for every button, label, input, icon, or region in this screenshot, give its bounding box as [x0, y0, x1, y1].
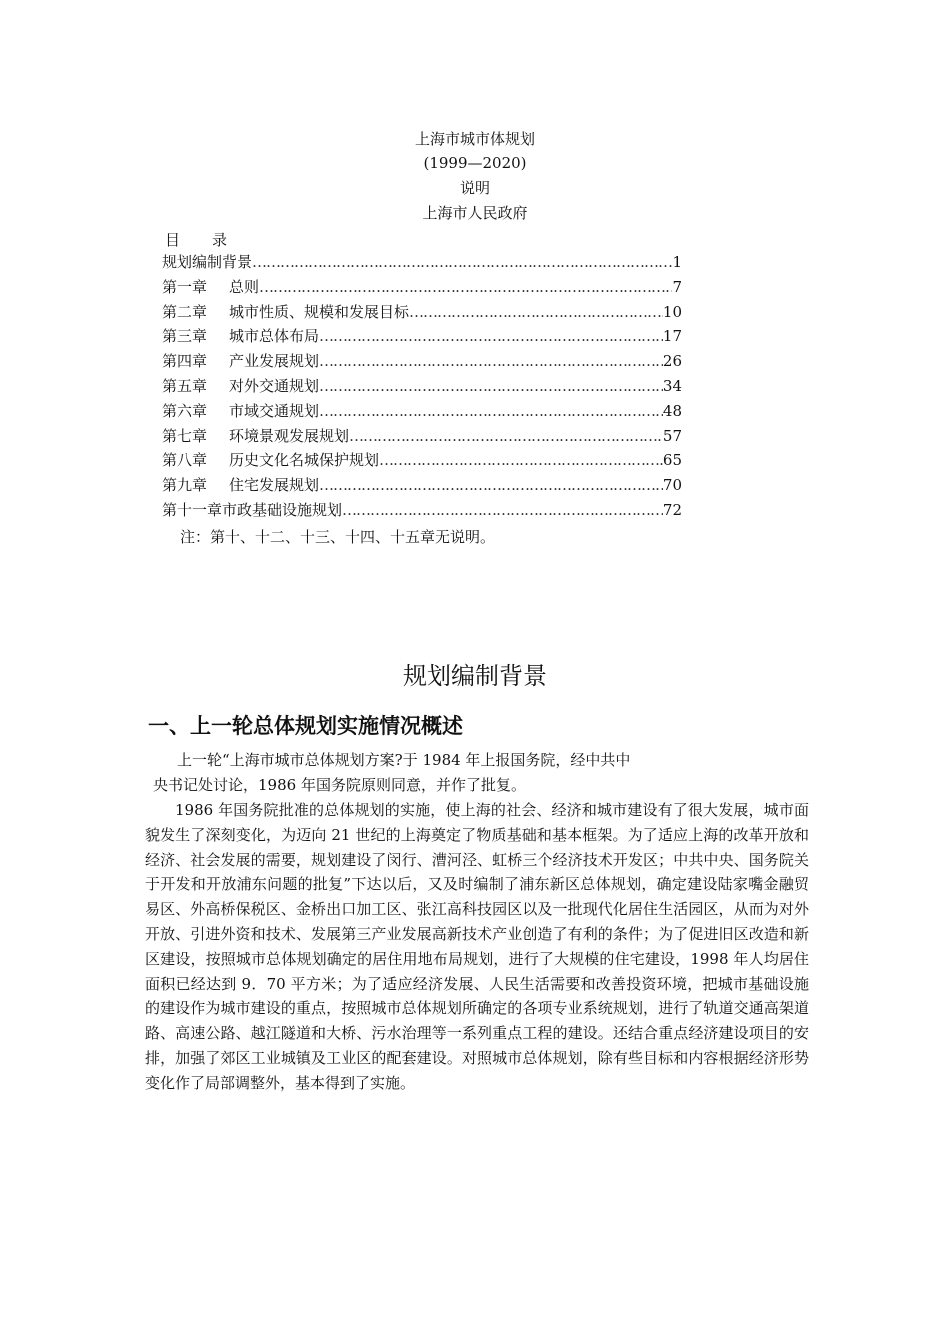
toc-entry-title: 产业发展规划 [229, 352, 320, 371]
toc-entry [162, 350, 682, 375]
document-subtitle: 说明 [459, 179, 490, 197]
toc-entry-chapter: 第七章 [162, 426, 208, 445]
toc-entry [162, 474, 682, 499]
toc-leader-dots [319, 377, 663, 395]
toc-leader-dots [259, 278, 672, 296]
toc-entry-page: 70 [662, 476, 682, 495]
toc-entry-page: 17 [662, 327, 682, 346]
toc-leader-dots [319, 327, 663, 345]
toc-heading [165, 229, 227, 250]
toc-entry-title: 规划编制背景 [162, 253, 253, 271]
toc-entry-chapter: 第一章 [162, 277, 208, 296]
table-of-contents [162, 251, 682, 524]
toc-entry-page: 10 [662, 302, 682, 321]
section-title: 规划编制背景 [403, 662, 547, 690]
toc-entry-title: 环境景观发展规划 [229, 426, 350, 445]
toc-entry-title: 市政基础设施规划 [222, 500, 343, 519]
section-subtitle: 一、上一轮总体规划实施情况概述 [148, 714, 463, 738]
document-title: 上海市城市体规划 [414, 130, 535, 148]
toc-leader-dots [252, 253, 672, 271]
toc-entry-page: 48 [662, 401, 682, 420]
toc-leader-dots [319, 476, 663, 494]
paragraph-1-line-2: 央书记处讨论，1986 年国务院原则同意，并作了批复。 [153, 775, 526, 794]
toc-entry-chapter: 第三章 [162, 327, 208, 346]
document-author: 上海市人民政府 [422, 204, 528, 222]
toc-entry-page: 34 [662, 376, 682, 395]
toc-entry [162, 449, 682, 474]
toc-entry-chapter: 第五章 [162, 376, 208, 395]
toc-entry-chapter: 第六章 [162, 401, 208, 420]
toc-note: 注：第十、十二、十三、十四、十五章无说明。 [180, 528, 496, 546]
toc-entry-page: 7 [672, 277, 682, 296]
toc-leader-dots [409, 303, 663, 321]
toc-entry-chapter: 第十一章 [162, 500, 223, 519]
toc-entry [162, 425, 682, 450]
toc-entry-page: 65 [662, 451, 682, 470]
toc-leader-dots [319, 402, 663, 420]
toc-entry-title: 历史文化名城保护规划 [229, 451, 380, 470]
toc-entry-chapter: 第九章 [162, 476, 208, 495]
toc-entry [162, 276, 682, 301]
toc-entry-chapter: 第八章 [162, 451, 208, 470]
toc-entry-page: 57 [662, 426, 682, 445]
toc-entry [162, 325, 682, 350]
toc-entry-chapter: 第四章 [162, 352, 208, 371]
toc-entry [162, 499, 682, 524]
toc-leader-dots [342, 501, 663, 519]
toc-leader-dots [319, 352, 663, 370]
toc-entry-title: 对外交通规划 [229, 376, 320, 395]
toc-entry-title: 城市总体布局 [229, 327, 320, 346]
toc-entry-title: 总则 [229, 277, 260, 296]
toc-entry [162, 400, 682, 425]
toc-entry [162, 251, 682, 276]
paragraph-2: 1986 年国务院批准的总体规划的实施，使上海的社会、经济和城市建设有了很大发展，城市面貌发生了深刻变化，为迈向 21 世纪的上海奠定了物质基础和基本框架。为了适应上海的改革开放和经济、社会发展的需要，规划建设了闵行、漕河泾、虹桥三个经济技术开发区；中共中央、国务院关于开发和开放浦东问题的批复”下达以后，又及时编制了浦东新区总体规划，确定建设陆家嘴金融贸易区、外高桥保税区、金桥出口加工区、张江高科技园区以及一批现代化居住生活园区，从而为对外开放、引进外资和技术、发展第三产业发展高新技术产业创造了有利的条件；为了促进旧区改造和新区建设，按照城市总体规划确定的居住用地布局规划，进行了大规模的住宅建设，1998 年人均居住面积已经达到 9．70 平方米；为了适应经济发展、人民生活需要和改善投资环境，把城市基础设施的建设作为城市建设的重点，按照城市总体规划所确定的各项专业系统规划，进行了轨道交通高架道路、高速公路、越江隧道和大桥、污水治理等一系列重点工程的建设。还结合重点经济建设项目的安排，加强了郊区工业城镇及工业区的配套建设。对照城市总体规划，除有些目标和内容根据经济形势变化作了局部调整外，基本得到了实施。 [145, 801, 809, 1092]
toc-entry-page: 72 [662, 500, 682, 519]
toc-entry [162, 375, 682, 400]
toc-entry-title: 城市性质、规模和发展目标 [229, 302, 410, 321]
toc-leader-dots [379, 451, 663, 469]
toc-heading-right: 录 [212, 231, 228, 249]
toc-entry-chapter: 第二章 [162, 302, 208, 321]
toc-entry-title: 市域交通规划 [229, 401, 320, 420]
document-period: (1999—2020) [423, 154, 527, 172]
toc-entry-page: 1 [672, 253, 682, 271]
toc-entry [162, 301, 682, 326]
paragraph-1-line-1: 上一轮“上海市城市总体规划方案?于 1984 年上报国务院，经中共中 [177, 751, 631, 769]
toc-leader-dots [349, 427, 663, 445]
toc-heading-left: 目 [165, 231, 181, 249]
toc-entry-page: 26 [662, 352, 682, 371]
toc-entry-title: 住宅发展规划 [229, 476, 320, 495]
paragraph-1 [147, 748, 687, 798]
